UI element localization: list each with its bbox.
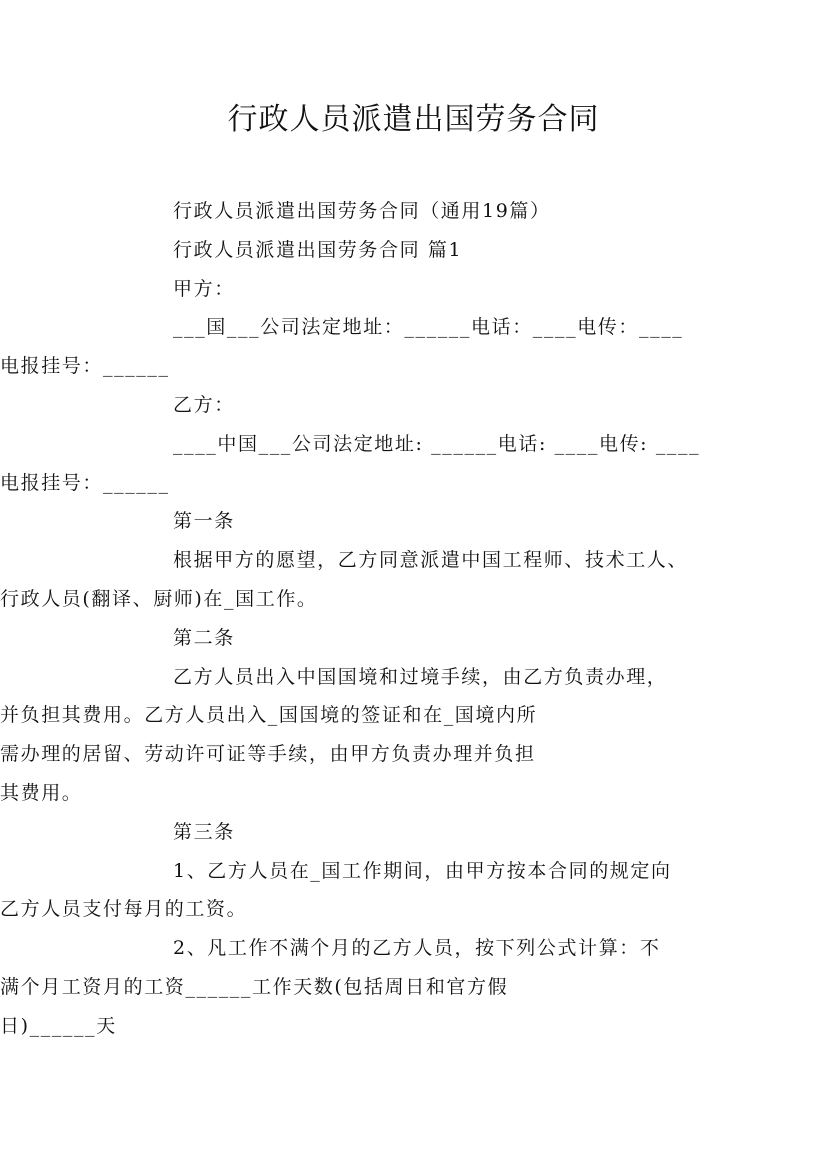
party-b-label-text: 乙方： <box>173 393 235 416</box>
subtitle-text: 行政人员派遣出国劳务合同（通用19篇） <box>173 200 551 222</box>
article-3-heading <box>124 813 704 852</box>
article-2-line-3: 需办理的居留、劳动许可证等手续，由甲方负责办理并负担 <box>0 743 536 766</box>
article-3-item-2-line-3: 日)______天 <box>0 1014 117 1037</box>
article-3-heading-text: 第三条 <box>173 820 235 843</box>
article-2-line-4: 其费用。 <box>0 781 83 804</box>
document-subtitle <box>124 192 704 231</box>
party-b-label <box>124 386 704 425</box>
document-body <box>0 192 704 1046</box>
article-2-heading <box>124 619 704 658</box>
part-heading-text: 行政人员派遣出国劳务合同 篇1 <box>173 238 463 261</box>
article-3-item-2-line-1: 2、凡工作不满个月的乙方人员，按下列公式计算：不 <box>173 937 661 960</box>
article-2-heading-text: 第二条 <box>173 626 235 649</box>
article-2-line-1: 乙方人员出入中国国境和过境手续，由乙方负责办理， <box>173 665 668 688</box>
party-b-line-2: 电报挂号：______ <box>0 471 170 494</box>
article-1-body <box>0 541 704 619</box>
article-1-line-1: 根据甲方的愿望，乙方同意派遣中国工程师、技术工人、 <box>173 549 689 572</box>
party-b-info <box>0 425 704 503</box>
party-a-info <box>0 308 704 386</box>
article-1-heading-text: 第一条 <box>173 510 235 533</box>
article-2-line-2: 并负担其费用。乙方人员出入_国国境的签证和在_国境内所 <box>0 704 538 727</box>
article-3-item-2 <box>0 929 704 1045</box>
article-3-item-1 <box>0 852 704 930</box>
article-1-heading <box>124 502 704 541</box>
part-heading <box>124 231 704 270</box>
party-a-label-text: 甲方： <box>173 277 235 300</box>
article-2-body <box>0 658 704 813</box>
document-title: 行政人员派遣出国劳务合同 <box>227 102 600 137</box>
party-a-label <box>124 270 704 309</box>
article-3-item-1-line-1: 1、乙方人员在_国工作期间，由甲方按本合同的规定向 <box>173 859 672 882</box>
party-a-line-1: ___国___公司法定地址：______电话：____电传：____ <box>173 316 684 339</box>
party-a-line-2: 电报挂号：______ <box>0 355 170 378</box>
party-b-line-1: ____中国___公司法定地址: ______电话: ____电传: ____ <box>173 432 701 455</box>
article-3-item-1-line-2: 乙方人员支付每月的工资。 <box>0 898 248 921</box>
article-3-item-2-line-2: 满个月工资月的工资______工作天数(包括周日和官方假 <box>0 975 509 998</box>
article-1-line-2: 行政人员(翻译、厨师)在_国工作。 <box>0 587 318 610</box>
